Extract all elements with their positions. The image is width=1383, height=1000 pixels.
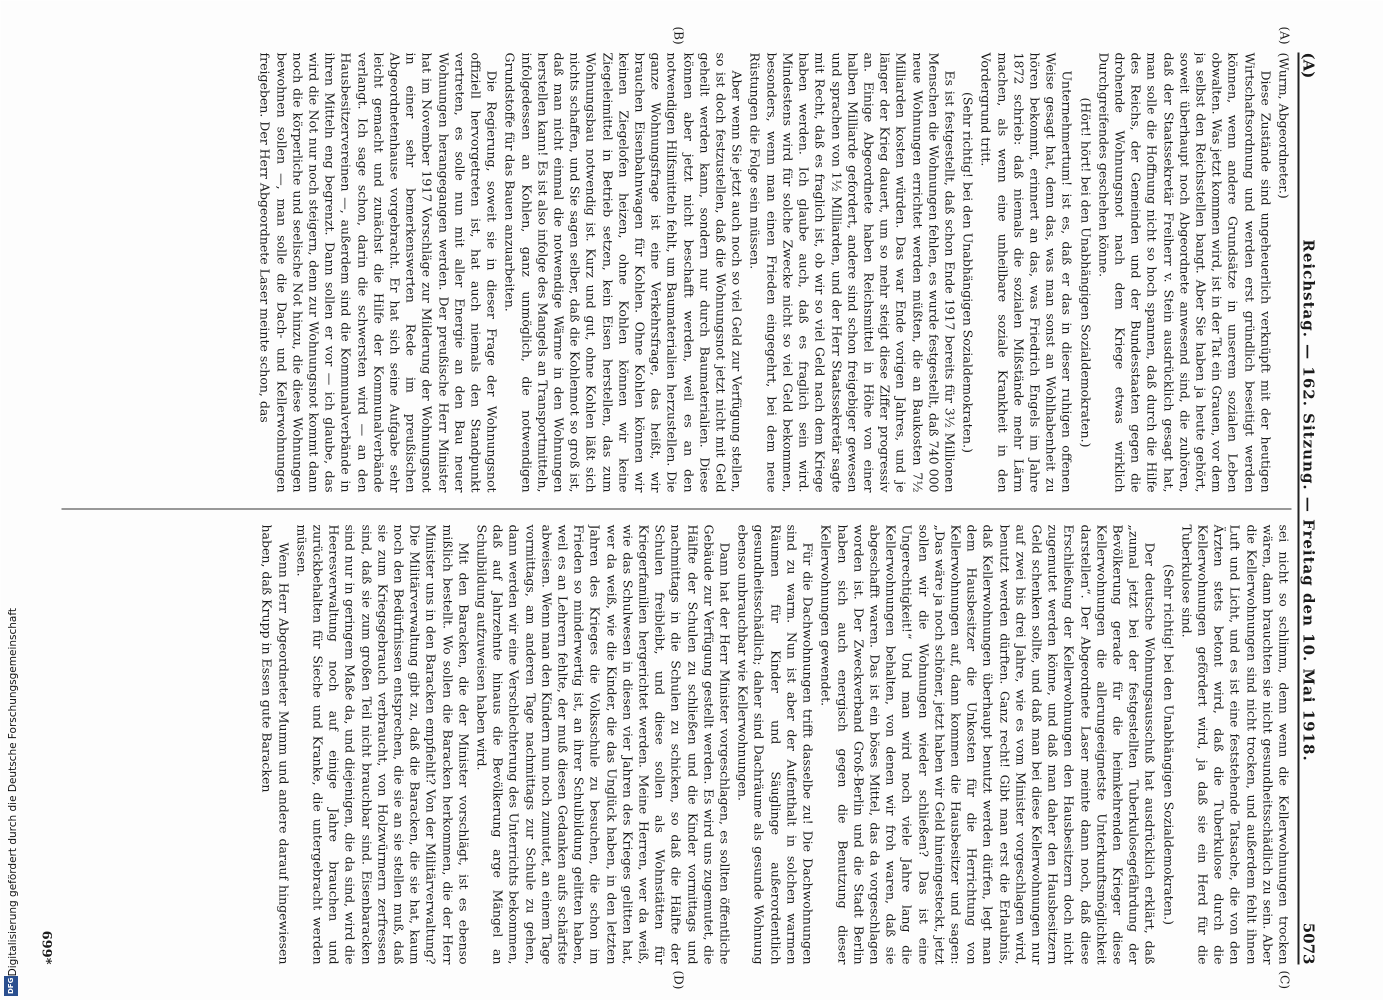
page-number: 5073 — [1299, 922, 1317, 964]
paragraph: Unternehmertum! ist es, daß er das in dieser ruhigen offenen Weise gesagt hat, denn das, was man sonst an Wohlhabenheit zu hören bekommt, erinnert an das, was Friedrich Engels im Jahre 1872 schrieb: daß niemals die sozialen Mißstände mehr Lärm machen, als wenn eine unheilbare soziale Krankheit in den Vordergrund tritt. — [978, 52, 1075, 492]
credit-text: Digitalisierung gefördert durch die Deutsche Forschungsgemeinschaft — [7, 607, 19, 976]
paragraph: Dann hat der Herr Minister vorgeschlagen, es sollten öffentliche Gebäude zur Verfügung gestellt werden. Es wird uns zugemutet, die Hälfte der Schulen zu schließen und die Kinder vormittags und nachmittags in die Schulen zu schicken, so daß die Hälfte der Schulen freibleibt, und diese sollen als Wohnstätten für Kriegerfamilien hergerichtet werden. Meine Herren, wer da weiß, wie das Schulwesen in diesen vier Jahren des Krieges gelitten hat, wer da weiß, wie die Kinder, die das Unglück haben, in den letzten Jahren des Krieges die Volksschule zu besuchen, die schon im Frieden so minderwertig ist, an ihrer Schulbildung gelitten haben, weil es an Lehrern fehlte, der muß diesen Gedanken aufs schärfste abweisen. Wenn man den Kindern nun noch zumutet, an einem Tage vormittags, am anderen Tage nachmittags zur Schule zu gehen, dann werden wir eine Verschlechterung des Unterrichts bekommen, daß auf Jahrzehnte hinaus die Bevölkerung arge Mängel an Schulbildung aufzuweisen haben wird. — [474, 524, 733, 964]
paragraph: Es ist festgestellt, daß schon Ende 1917 bereits für 3½ Millionen Menschen die Wohnungen fehlen, es wurde festgestellt, daß 740 000 neue Wohnungen errichtet werden müßten, die an Baukosten 7½ Milliarden kosten würden. Das war Ende vorigen Jahres, und je länger der Krieg dauert, um so mehr steigt diese Ziffer progressiv an. Einige Abgeordnete haben Reichsmittel in Höhe von einer halben Milliarde gefordert, andere sind schon freigebiger gewesen und sprachen von 1½ Milliarden, und der Herr Staatssekretär sagte mit Recht, daß es fraglich ist, ob wir so viel Geld nach dem Kriege haben werden. Ich glaube auch, daß es fraglich sein wird. Mindestens wird für solche Zwecke nicht so viel Geld bekommen, besonders, wenn man einen Frieden eingegehrt, bei dem neue Rüstungen die Folge sein müssen. — [747, 52, 957, 492]
paragraph: Für die Dachwohnungen trifft dasselbe zu! Die Dachwohnungen sind zu warm. Nun ist aber der Aufenthalt in solchen warmen Räumen für Kinder und Säuglinge außerordentlich gesundheitsschädlich; daher sind Dachräume als gesunde Wohnung ebenso unbrauchbar wie Kellerwohnungen. — [735, 524, 816, 964]
paragraph: (Sehr richtig! bei den Unabhängigen Sozialdemokraten.) — [960, 91, 976, 453]
paragraph: (Sehr richtig! bei den Unabhängigen Sozialdemokraten.) — [1160, 563, 1176, 925]
paragraph: sei nicht so schlimm, denn wenn die Kellerwohnungen trocken wären, dann brauchten sie nicht gesundheitsschädlich zu sein. Aber die Kellerwohnungen sind nicht trocken, und außerdem fehlt ihnen Luft und Licht, und es ist eine feststehende Tatsache, die von den Ärzten stets betont wird, daß die Tuberkulose durch die Kellerwohnungen gefördert wird, ja daß sie ein Herd für die Tuberkulose sind. — [1178, 524, 1291, 964]
margin-mark-b: (B) — [671, 26, 685, 45]
column-divider — [61, 508, 1291, 509]
margin-mark-d: (D) — [671, 970, 685, 989]
dfg-logo-icon: DFG — [4, 976, 18, 996]
left-column — [61, 52, 1291, 492]
paragraph: Aber wenn Sie jetzt auch noch so viel Geld zur Verfügung stellen, so ist doch festzustellen, daß die Wohnungsnot jetzt nicht mit Geld geheilt werden kann, sondern nur durch Baumaterialien. Diese können aber jetzt nicht beschafft werden, weil es an den notwendigen Hilfsmitteln fehlt, um Baumaterialien herzustellen. Die ganze Wohnungsfrage ist eine Verkehrsfrage, das heißt, wir brauchen Eisenbahnwagen für Kohlen. Ohne Kohlen können wir keinen Ziegelofen heizen, ohne Kohlen können wir keine Ziegeleimittel in Betrieb setzen, kein Eisen herstellen, das zum Wohnungsbau notwendig ist. Kurz und gut, ohne Kohlen läßt sich nichts schaffen, und Sie sagen selber, daß die Kohlennot so groß ist, daß man nicht einmal die notwendige Wärme in den Wohnungen herstellen kann! Es ist also infolge des Mangels an Transportmitteln, infolgedessen an Kohlen, ganz unmöglich, die notwendigen Grundstoffe für das Bauen anzuarbeiten. — [502, 52, 745, 492]
paragraph: Diese Zustände sind ungeheuerlich verknüpft mit der heutigen Wirtschaftsordnung und werden erst gründlich beseitigt werden können, wenn andere Grundsätze in unserem sozialen Leben obwalten. Was jetzt kommen wird, ist in der Tat ein Grauen, vor dem ja selbst den Reichsstellen bangt. Aber Sie haben ja heute gehört, soweit überhaupt noch Abgeordnete anwesend sind, die zuhören, daß der Staatssekretär Freiherr v. Stein ausdrücklich gesagt hat, man solle die Hoffnung nicht so hoch spannen, daß durch die Hilfe des Reichs, der Gemeinden und der Bundesstaaten gegen die drohende Wohnungsnot nach dem Kriege etwas wirklich Durchgreifendes geschehen könne. — [1095, 52, 1273, 492]
page-content — [25, 26, 1325, 989]
right-column — [61, 524, 1291, 964]
paragraph: Der deutsche Wohnungsausschuß hat ausdrücklich erklärt, daß „zumal jetzt bei der festgestellten Tuberkulosegefährdung der Bevölkerung gerade für die heimkehrenden Krieger diese Kellerwohnungen die allerungeeignetste Unterkunftsmöglichkeit darstellen“. Der Abgeordnete Laser meinte dann noch, daß diese Erschließung der Kellerwohnungen den Hausbesitzern doch nicht zugemutet werden könne, und daß man daher den Hausbesitzern Geld schenken sollte, und daß man bei diese Kellerwohnungen nur auf zwei bis drei Jahre, wie es vom Minister vorgeschlagen wird, benutzt werden dürften. Ganz recht! Gibt man erst die Erlaubnis, daß Kellerwohnungen überhaupt benutzt werden dürfen, legt man dem Hausbesitzer die Unkosten für die Herrichtung von Kellerwohnungen auf, dann kommen die Hausbesitzer und sagen: „Das wäre ja noch schöner, jetzt haben wir Geld hineingesteckt, jetzt sollen wir die Wohnungen wieder schließen? Das ist eine Ungerechtigkeit!“ Und man wird noch viele Jahre lang die Kellerwohnungen behalten, von denen wir froh waren, daß sie abgeschafft waren. Das ist ein böses Mittel, das da vorgeschlagen worden ist. Der Zweckverband Groß-Berlin und die Stadt Berlin haben sich auch energisch gegen die Benutzung dieser Kellerwohnungen gewendet. — [818, 524, 1158, 964]
paragraph: (Hört! hört! bei den Unabhängigen Sozialdemokraten.) — [1077, 97, 1093, 447]
margin-mark-a: (A) — [1277, 26, 1291, 45]
margin-mark-c: (C) — [1277, 970, 1291, 989]
paragraph: Die Regierung, soweit sie in dieser Frage der Wohnungsnot offiziell hervorgetreten ist, hat auch niemals den Standpunkt vertreten, es solle nun mit aller Energie an den Bau neuer Wohnungen herangegangen werden. Der preußische Herr Minister hat im November 1917 Vorschläge zur Milderung der Wohnungsnot in einer sehr bemerkenswerten Rede im preußischen Abgeordnetenhause vorgebracht. Er hat sich seine Aufgabe sehr leicht gemacht und zunächst die Hilfe der Kommunalverbände verlangt. Ich sage schon, darin die schwersten wird — an den Hausbesitzervereinen —, außerdem sind die Kommunalverbände in ihren Mitteln eng begrenzt. Dann sollen er vor — ich glaube, das wird die Not nur noch steigern, denn zur Wohnungsnot kommt dann noch die körperliche und seelische Not hinzu, die diese Wohnungen bewohnen sollen —, man solle die Dach- und Kellerwohnungen freigeben. Der Herr Abgeordnete Laser meinte schon, das — [257, 52, 500, 492]
digitization-credit — [0, 0, 26, 1000]
page-header — [1297, 52, 1325, 964]
header-margin-label: (A) — [1299, 52, 1317, 78]
header-title: Reichstag. — 162. Sitzung. — Freitag den 10. Mai 1918. — [1299, 238, 1317, 762]
footer-mark: 699* — [38, 930, 53, 964]
paragraph: Wenn Herr Abgeordneter Mumm und andere darauf hingewiesen haben, daß Krupp in Essen gute Baracken — [259, 524, 291, 964]
paragraph: Mit den Baracken, die der Minister vorschlägt, ist es ebenso mißlich bestellt. Wo sollen die Baracken herkommen, die der Herr Minister uns in den Baracken empfiehlt? Von der Militärverwaltung? Die Militärverwaltung gibt zu, daß die Baracken, die sie hat, kaum noch den Bedürfnissen entsprechen, die sie an sie stellen muß, daß sie zum Kriegsgebrauch verbraucht, von Holzwürmern zerfressen sind, daß sie zum großen Teil nicht brauchbar sind. Eisenbaracken sind nur in geringem Maße da, und diejenigen, die da sind, wird die Heeresverwaltung noch auf einige Jahre brauchen und zurückbehalten für Sieche und Kranke, die untergebracht werden müssen. — [293, 524, 471, 964]
paragraph: (Wurm, Abgeordneter.) — [1276, 52, 1291, 199]
